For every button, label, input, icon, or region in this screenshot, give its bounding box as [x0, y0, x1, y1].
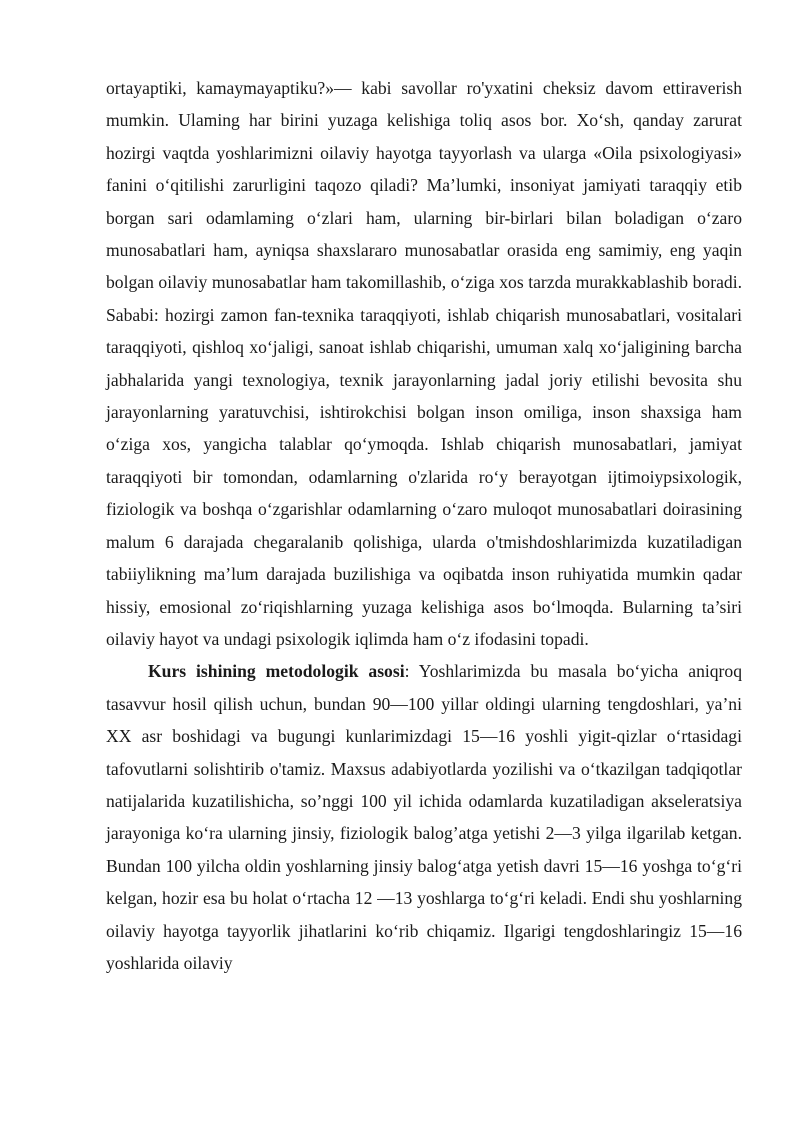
paragraph-1: ortayaptiki, kamaymayaptiku?»— kabi savollar ro'yxatini cheksiz davom ettiraverish mumkin. Ulaming har birini yuzaga kelishiga toliq asos bor. Xo‘sh, qanday zarurat hozirgi vaqtda yoshlarimizni oilaviy hayotga tayyorlash va ularga «Oila psixologiyasi» fanini o‘qitilishi zarurligini taqozo qiladi? Ma’lumki, insoniyat jamiyati taraqqiy etib borgan sari odamlaming o‘zlari ham, ularning bir-birlari bilan boladigan o‘zaro munosabatlari ham, ayniqsa shaxslararo munosabatlar orasida eng samimiy, eng yaqin bolgan oilaviy munosabatlar ham takomillashib, o‘ziga xos tarzda murakkablashib boradi. Sababi: hozirgi zamon fan-texnika taraqqiyoti, ishlab chiqarish munosabatlari, vositalari taraqqiyoti, qishloq xo‘jaligi, sanoat ishlab chiqarishi, umuman xalq xo‘jaligining barcha jabhalarida yangi texnologiya, texnik jarayonlarning jadal joriy etilishi bevosita shu jarayonlarning yaratuvchisi, ishtirokchisi bolgan inson omiliga, inson shaxsiga ham o‘ziga xos, yangicha talablar qo‘ymoqda. Ishlab chiqarish munosabatlari, jamiyat taraqqiyoti bir tomondan, odamlarning o'zlarida ro‘y berayotgan ijtimoiypsixologik, fiziologik va boshqa o‘zgarishlar odamlarning o‘zaro muloqot munosabatlari doirasining malum 6 darajada chegaralanib qolishiga, ularda o'tmishdoshlarimizda kuzatiladigan tabiiylikning ma’lum darajada buzilishiga va oqibatda inson ruhiyatida mumkin qadar hissiy, emosional zo‘riqishlarning yuzaga kelishiga asos bo‘lmoqda. Bularning ta’siri oilaviy hayot va undagi psixologik iqlimda ham o‘z ifodasini topadi. — [106, 78, 742, 649]
methodology-heading: Kurs ishining metodologik asosi — [148, 661, 405, 682]
paragraph-2 — [106, 655, 742, 979]
paragraph-2-body: : Yoshlarimizda bu masala bo‘yicha aniqroq tasavvur hosil qilish uchun, bundan 90—100 yillar oldingi ularning tengdoshlari, ya’ni XX asr boshidagi va bugungi kunlarimizdagi 15—16 yoshli yigit-qizlar o‘rtasidagi tafovutlarni solishtirib o'tamiz. Maxsus adabiyotlarda yozilishi va o‘tkazilgan tadqiqotlar natijalarida kuzatilishicha, so’nggi 100 yil ichida odamlarda kuzatiladigan akseleratsiya jarayoniga ko‘ra ularning jinsiy, fiziologik balog’atga yetishi 2—3 yilga ilgarilab ketgan. Bundan 100 yilcha oldin yoshlarning jinsiy balog‘atga yetish davri 15—16 yoshga to‘g‘ri kelgan, hozir esa bu holat o‘rtacha 12 —13 yoshlarga to‘g‘ri keladi. Endi shu yoshlarning oilaviy hayotga tayyorlik jihatlarini ko‘rib chiqamiz. Ilgarigi tengdoshlaringiz 15—16 yoshlarida oilaviy — [106, 661, 743, 973]
body-text — [106, 72, 742, 979]
